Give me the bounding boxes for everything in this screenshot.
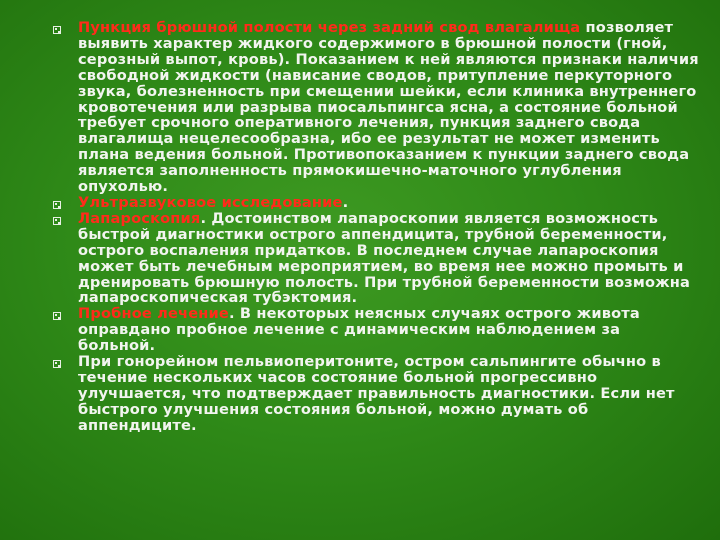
bullet-text bbox=[78, 306, 700, 354]
bullet-highlight: Лапароскопия bbox=[78, 209, 201, 227]
bullet-item-puncture bbox=[0, 20, 720, 195]
bullet-item-laparoscopy bbox=[0, 211, 720, 306]
bullet-item-trial-treatment bbox=[0, 306, 720, 354]
square-bullet-icon bbox=[53, 26, 61, 34]
bullet-item-gonorrheal bbox=[0, 354, 720, 434]
bullet-body: При гонорейном пельвиоперитоните, остром сальпингите обычно в течение нескольких часов состояние больной прогрессивно улучшается, что подтверждает правильность диагностики. Если нет быстрого улучшения состояния больной, можно думать об аппендиците. bbox=[78, 353, 675, 434]
square-bullet-icon bbox=[53, 217, 61, 225]
bullet-text bbox=[78, 354, 700, 434]
bullet-highlight: Ультразвуковое исследование bbox=[78, 193, 343, 211]
bullet-list bbox=[0, 20, 720, 434]
bullet-body: . bbox=[342, 193, 349, 211]
bullet-body: . Достоинством лапароскопии является возможность быстрой диагностики острого аппендицита, трубной беременности, острого воспаления придатков. В последнем случае лапароскопия может быть лечебным мероприятием, во время нее можно промыть и дренировать брюшную полость. При трубной беременности возможна лапароскопическая тубэктомия. bbox=[78, 209, 691, 307]
bullet-highlight: Пробное лечение bbox=[78, 305, 229, 323]
square-bullet-icon bbox=[53, 360, 61, 368]
bullet-item-ultrasound bbox=[0, 195, 720, 211]
bullet-highlight: Пункция брюшной полости через задний свод влагалища bbox=[78, 19, 581, 36]
bullet-text bbox=[78, 20, 700, 195]
bullet-text bbox=[78, 195, 700, 211]
square-bullet-icon bbox=[53, 312, 61, 320]
bullet-text bbox=[78, 211, 700, 306]
bullet-body: . В некоторых неясных случаях острого живота оправдано пробное лечение с динамическим наблюдением за больной. bbox=[78, 305, 640, 355]
bullet-body: позволяет выявить характер жидкого содержимого в брюшной полости (гной, серозный выпот, кровь). Показанием к ней являются признаки наличия свободной жидкости (нависание сводов, притупление перкуторного звука, болезненность при смещении шейки, если клиника внутреннего кровотечения или разрыва пиосальпингса ясна, а состояние больной требует срочного оперативного лечения, пункция заднего свода влагалища нецелесообразна, ибо ее результат не может изменить плана ведения больной. Противопоказанием к пункции заднего свода является заполненность прямокишечно-маточного углубления опухолью. bbox=[78, 19, 699, 196]
square-bullet-icon bbox=[53, 201, 61, 209]
